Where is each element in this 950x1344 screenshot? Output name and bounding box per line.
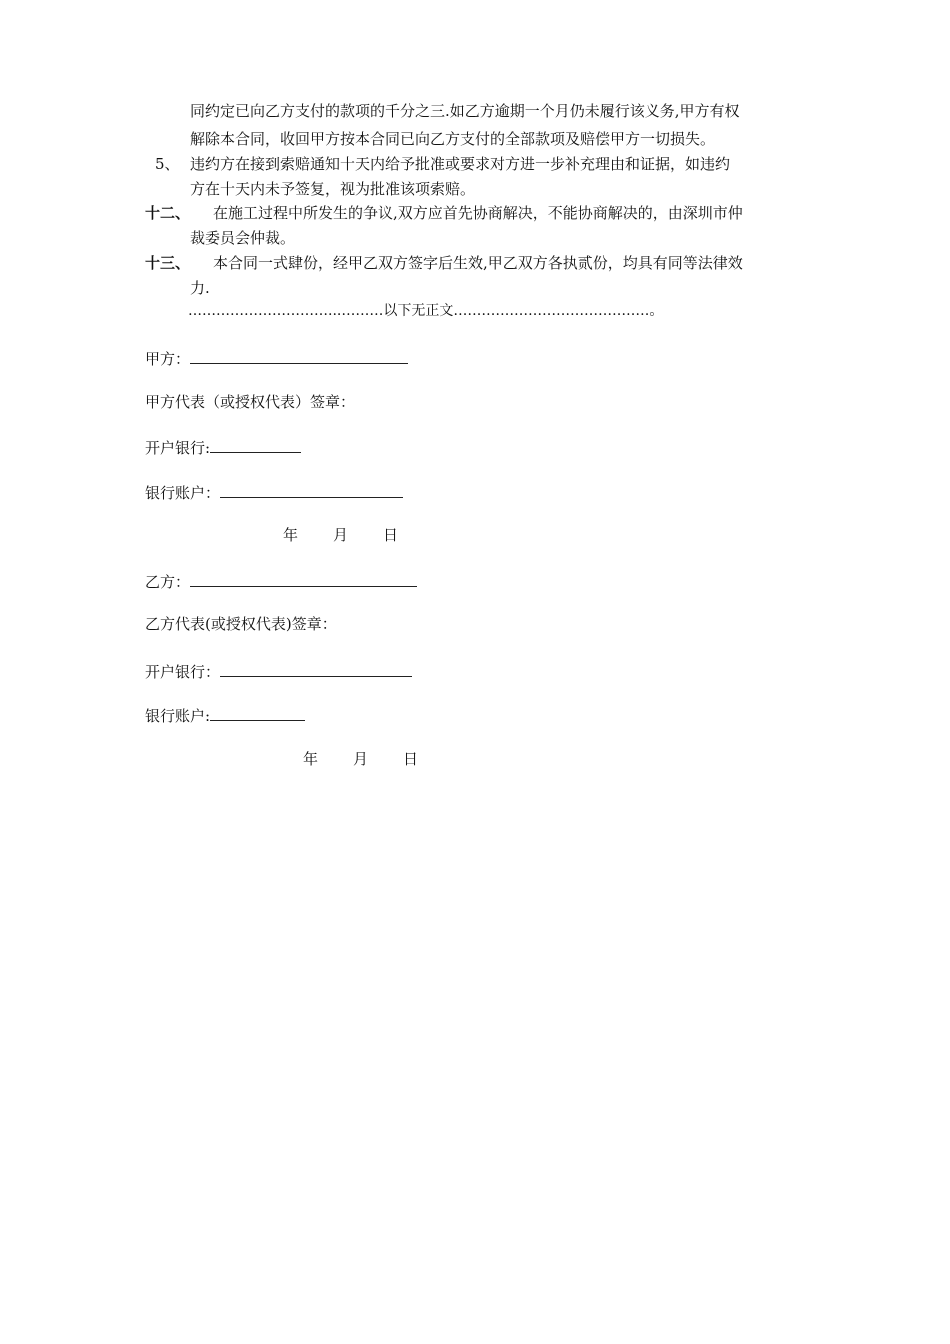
end-marker-right-dots: ……………………………………	[453, 303, 650, 319]
end-of-text-marker	[188, 301, 663, 321]
party-b-account-blank[interactable]	[210, 704, 305, 721]
clause-13-line-1: 本合同一式肆份，经甲乙双方签字后生效,甲乙双方各执贰份，均具有同等法律效	[213, 254, 743, 272]
party-b-bank-blank[interactable]	[220, 660, 412, 677]
party-a-row	[145, 347, 408, 369]
party-a-bank-label: 开户银行:	[145, 439, 211, 457]
clause-12-line-1: 在施工过程中所发生的争议,双方应首先协商解决，不能协商解决的，由深圳市仲	[213, 204, 743, 222]
party-b-date-year: 年	[303, 750, 319, 768]
end-marker-tail: 。	[649, 303, 664, 319]
clause-11-line-2: 解除本合同，收回甲方按本合同已向乙方支付的全部款项及赔偿甲方一切损失。	[190, 130, 716, 148]
clause-11-line-1: 同约定已向乙方支付的款项的千分之三.如乙方逾期一个月仍未履行该义务,甲方有权	[190, 102, 740, 120]
item-5-line-2: 方在十天内未予签复，视为批准该项索赔。	[190, 180, 476, 198]
party-b-bank-label: 开户银行：	[145, 663, 221, 681]
party-a-rep-label: 甲方代表（或授权代表）签章：	[145, 393, 356, 411]
end-marker-text: 以下无正文	[383, 303, 454, 319]
party-b-date-day: 日	[403, 750, 419, 768]
party-a-date-day: 日	[383, 526, 399, 544]
party-a-date-month: 月	[333, 526, 349, 544]
party-b-rep-label: 乙方代表(或授权代表)签章：	[145, 615, 337, 633]
party-a-account-blank[interactable]	[220, 481, 403, 498]
party-b-date-month: 月	[353, 750, 369, 768]
clause-13-line-2: 力.	[190, 279, 210, 297]
clause-13-number: 十三、	[145, 254, 191, 272]
party-b-signature-blank[interactable]	[190, 570, 417, 587]
party-b-row	[145, 570, 417, 592]
party-b-label: 乙方：	[145, 573, 191, 591]
party-b-account-label: 银行账户:	[145, 707, 211, 725]
item-5-line-1: 违约方在接到索赔通知十天内给予批准或要求对方进一步补充理由和证据，如违约	[190, 155, 731, 173]
item-5-number: 5、	[155, 155, 180, 173]
clause-12-number: 十二、	[145, 204, 191, 222]
party-a-signature-blank[interactable]	[190, 347, 408, 364]
clause-12-line-2: 裁委员会仲裁。	[190, 229, 296, 247]
party-a-date-year: 年	[283, 526, 299, 544]
party-b-account-row	[145, 704, 305, 726]
party-b-bank-row	[145, 660, 412, 682]
party-a-account-label: 银行账户：	[145, 484, 221, 502]
party-a-bank-row	[145, 436, 301, 458]
end-marker-left-dots: …………………………...………	[188, 303, 384, 319]
party-a-label: 甲方：	[145, 350, 191, 368]
party-a-account-row	[145, 481, 403, 503]
party-a-bank-blank[interactable]	[210, 436, 301, 453]
